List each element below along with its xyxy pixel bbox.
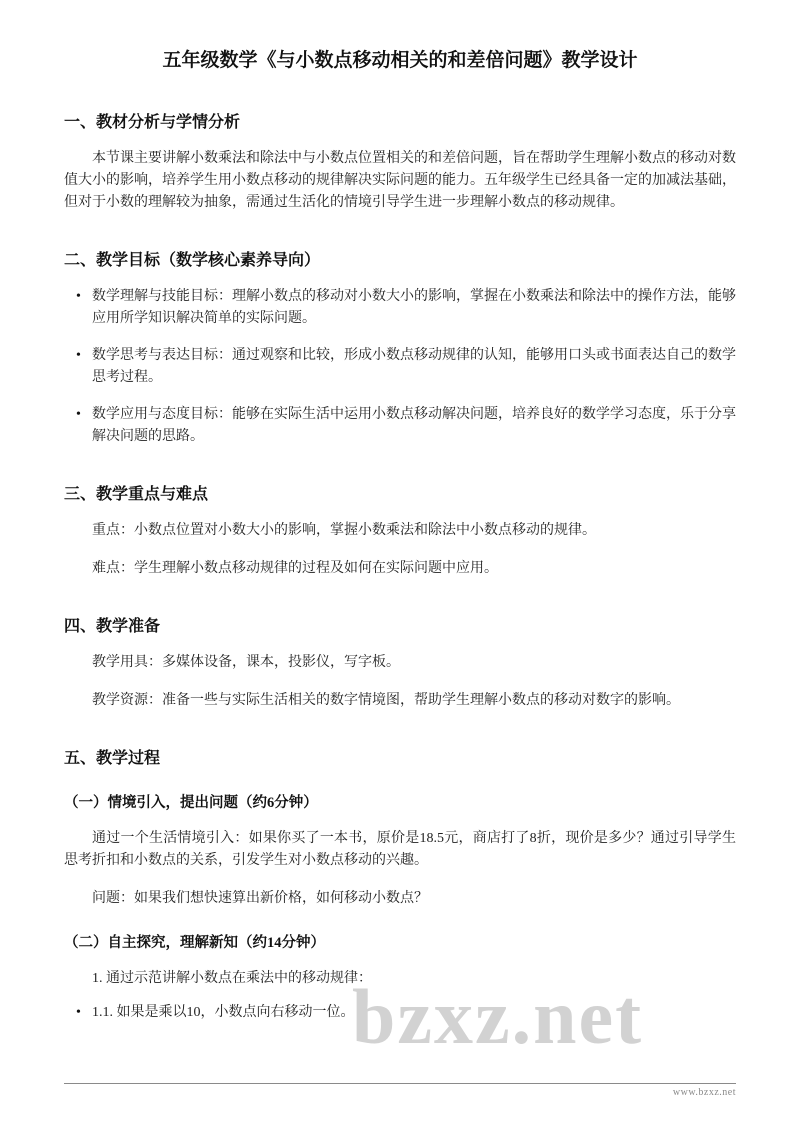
section-textbook-analysis: [64, 112, 736, 214]
footer-url: www.bzxz.net: [672, 1087, 736, 1098]
page-footer: [64, 1083, 736, 1100]
paragraph-textbook-analysis: 本节课主要讲解小数乘法和除法中与小数点位置相关的和差倍问题，旨在帮助学生理解小数点的移动对数值大小的影响，培养学生用小数点移动的规律解决实际问题的能力。五年级学生已经具备一定的加减法基础，但对于小数的理解较为抽象，需通过生活化的情境引导学生进一步理解小数点的移动规律。: [64, 151, 736, 210]
bullet-text: 数学思考与表达目标：通过观察和比较，形成小数点移动规律的认知，能够用口头或书面表达自己的数学思考过程。: [92, 348, 736, 385]
paragraph-difficult-point: 难点：学生理解小数点移动规律的过程及如何在实际问题中应用。: [92, 561, 498, 576]
bullet-text: 数学理解与技能目标：理解小数点的移动对小数大小的影响，掌握在小数乘法和除法中的操作方法，能够应用所学知识解决简单的实际问题。: [92, 289, 736, 326]
watermark-text: bzxz.net: [352, 973, 644, 1060]
section-teaching-objectives: [64, 250, 736, 448]
section-heading-key-difficult-points: 三、教学重点与难点: [64, 486, 209, 503]
subsection-heading-self-exploration: （二）自主探究，理解新知（约14分钟）: [64, 935, 325, 951]
bullet-icon: •: [76, 289, 81, 304]
subsection-heading-situation-intro: （一）情境引入，提出问题（约6分钟）: [64, 795, 318, 811]
bullet-icon: •: [76, 1005, 81, 1020]
bullet-icon: •: [76, 407, 81, 422]
paragraph-situation-intro: 通过一个生活情境引入：如果你买了一本书，原价是18.5元，商店打了8折，现价是多少？通过引导学生思考折扣和小数点的关系，引发学生对小数点移动的兴趣。: [64, 831, 736, 868]
list-item: [64, 345, 736, 389]
bullet-text: 1.1. 如果是乘以10，小数点向右移动一位。: [92, 1005, 355, 1020]
section-heading-teaching-preparation: 四、教学准备: [64, 618, 161, 635]
paragraph-question: 问题：如果我们想快速算出新价格，如何移动小数点？: [92, 891, 428, 906]
exploration-bullet-list: [64, 1002, 736, 1024]
paragraph-key-point: 重点：小数点位置对小数大小的影响，掌握小数乘法和除法中小数点移动的规律。: [92, 523, 596, 538]
list-item: [64, 404, 736, 448]
paragraph-teaching-resources: 教学资源：准备一些与实际生活相关的数字情境图，帮助学生理解小数点的移动对数字的影响。: [92, 693, 680, 708]
section-heading-teaching-process: 五、教学过程: [64, 750, 161, 767]
list-item: [64, 1002, 736, 1024]
bullet-icon: •: [76, 348, 81, 363]
doc-title: 五年级数学《与小数点移动相关的和差倍问题》教学设计: [162, 50, 638, 71]
numbered-item: 1. 通过示范讲解小数点在乘法中的移动规律：: [92, 971, 372, 986]
list-item: [64, 286, 736, 330]
paragraph-teaching-tools: 教学用具：多媒体设备，课本，投影仪，写字板。: [92, 655, 400, 670]
section-heading-textbook-analysis: 一、教材分析与学情分析: [64, 114, 241, 131]
bullet-text: 数学应用与态度目标：能够在实际生活中运用小数点移动解决问题，培养良好的数学学习态度，乐于分享解决问题的思路。: [92, 407, 736, 444]
section-heading-teaching-objectives: 二、教学目标（数学核心素养导向）: [64, 252, 321, 269]
section-teaching-process: [64, 748, 736, 1024]
section-key-difficult-points: [64, 484, 736, 580]
section-teaching-preparation: [64, 616, 736, 712]
objectives-bullet-list: [64, 286, 736, 448]
